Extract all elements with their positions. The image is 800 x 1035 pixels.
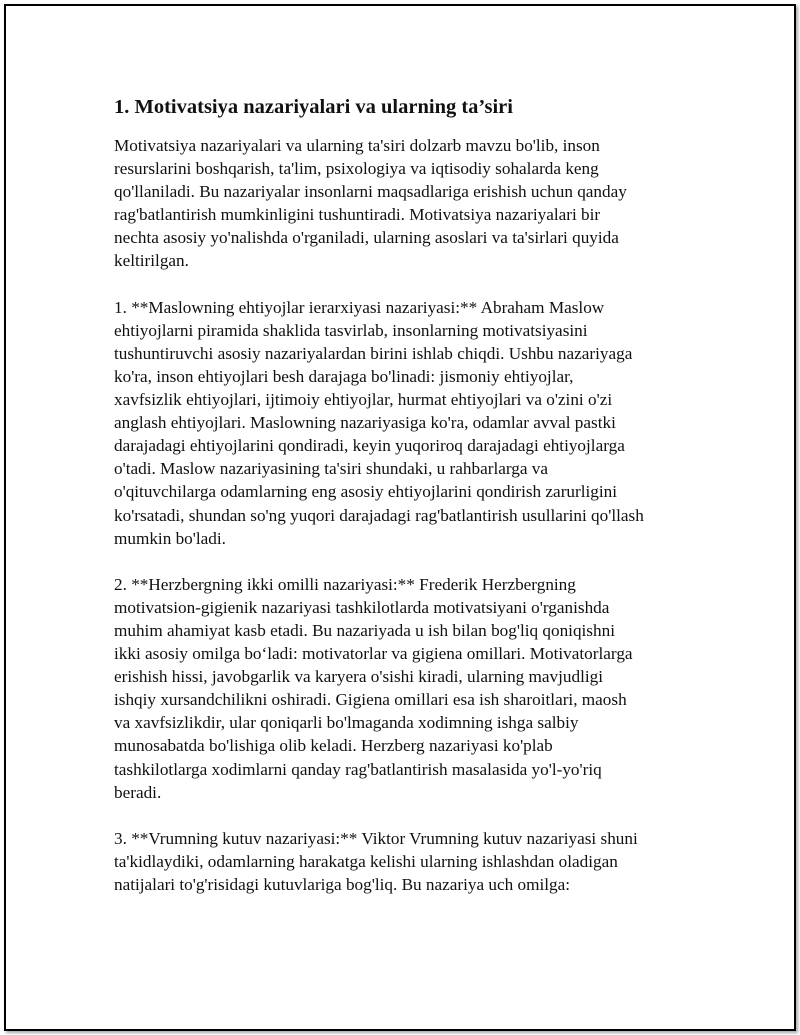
paragraph-line: ko'rsatadi, shundan so'ng yuqori darajadagi rag'batlantirish usullarini qo'llash (114, 505, 644, 525)
paragraph-line: o'tadi. Maslow nazariyasining ta'siri shundaki, u rahbarlarga va (114, 459, 549, 479)
paragraph-line: 1. **Maslowning ehtiyojlar ierarxiyasi nazariyasi:** Abraham Maslow (114, 297, 605, 317)
paragraph-line: ko'ra, inson ehtiyojlari besh darajaga bo'linadi: jismoniy ehtiyojlar, (114, 366, 574, 386)
paragraph-line: mumkin bo'ladi. (114, 528, 226, 548)
paragraph-line: tashkilotlarga xodimlarni qanday rag'batlantirish masalasida yo'l-yo'riq (114, 759, 602, 779)
paragraph-line: ehtiyojlarni piramida shaklida tasvirlab, insonlarning motivatsiyasini (114, 320, 588, 340)
paragraph-line: motivatsion-gigienik nazariyasi tashkilotlarda motivatsiyani o'rganishda (114, 597, 610, 617)
paragraph (114, 573, 694, 804)
paragraph-line: o'qituvchilarga odamlarning eng asosiy ehtiyojlarini qondirish zarurligini (114, 482, 618, 502)
paragraph-line: resurslarini boshqarish, ta'lim, psixologiya va iqtisodiy sohalarda keng (114, 159, 599, 179)
paragraph-line: qo'llaniladi. Bu nazariyalar insonlarni maqsadlariga erishish uchun qanday (114, 182, 627, 202)
document-title: 1. Motivatsiya nazariyalari va ularning ta’siri (114, 96, 513, 118)
paragraph (114, 134, 694, 273)
paragraph-line: 2. **Herzbergning ikki omilli nazariyasi:** Frederik Herzbergning (114, 574, 576, 594)
paragraph-line: erishish hissi, javobgarlik va karyera o'sishi kiradi, ularning mavjudligi (114, 667, 604, 687)
paragraph-line: nechta asosiy yo'nalishda o'rganiladi, ularning asoslari va ta'sirlari quyida (114, 228, 619, 248)
paragraph-line: ta'kidlaydiki, odamlarning harakatga kelishi ularning ishlashdan oladigan (114, 851, 618, 871)
paragraph-line: natijalari to'g'risidagi kutuvlariga bog'liq. Bu nazariya uch omilga: (114, 875, 571, 894)
paragraph-list (114, 134, 694, 896)
paragraph-line: beradi. (114, 782, 162, 802)
paragraph-line: xavfsizlik ehtiyojlari, ijtimoiy ehtiyojlar, hurmat ehtiyojlari va o'zini o'zi (114, 390, 613, 410)
paragraph (114, 296, 694, 550)
paragraph-line: anglash ehtiyojlari. Maslowning nazariyasiga ko'ra, odamlar avval pastki (114, 413, 616, 433)
paragraph-line: Motivatsiya nazariyalari va ularning ta'siri dolzarb mavzu bo'lib, inson (114, 136, 600, 155)
paragraph-line: darajadagi ehtiyojlarini qondiradi, keyin yuqoriroq darajadagi ehtiyojlarga (114, 436, 625, 456)
paragraph-line: tushuntiruvchi asosiy nazariyalardan birini ishlab chiqdi. Ushbu nazariyaga (114, 343, 633, 363)
paragraph-line: keltirilgan. (114, 251, 189, 271)
paragraph-line: munosabatda bo'lishiga olib keladi. Herzberg nazariyasi ko'plab (114, 736, 553, 756)
paragraph-line: muhim ahamiyat kasb etadi. Bu nazariyada u ish bilan bog'liq qoniqishni (114, 620, 615, 640)
paragraph-line: ikki asosiy omilga bo‘ladi: motivatorlar va gigiena omillari. Motivatorlarga (114, 644, 633, 664)
document-body (114, 94, 694, 919)
paragraph-line: va xavfsizlikdir, ular qoniqarli bo'lmaganda xodimning ishga salbiy (114, 713, 579, 733)
paragraph (114, 827, 694, 896)
paragraph-line: rag'batlantirish mumkinligini tushuntiradi. Motivatsiya nazariyalari bir (114, 205, 601, 225)
paragraph-line: 3. **Vrumning kutuv nazariyasi:** Viktor Vrumning kutuv nazariyasi shuni (114, 828, 638, 848)
paragraph-line: ishqiy xursandchilikni oshiradi. Gigiena omillari esa ish sharoitlari, maosh (114, 690, 627, 710)
